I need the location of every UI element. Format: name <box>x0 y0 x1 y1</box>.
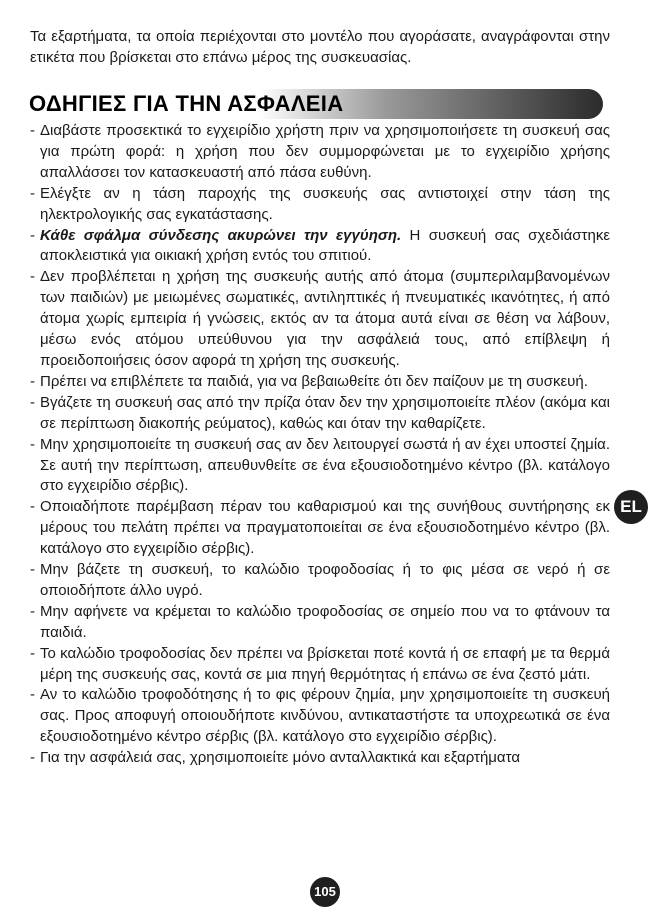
dash: - <box>30 561 35 579</box>
dash: - <box>30 644 35 662</box>
dash: - <box>30 122 35 139</box>
list-item <box>30 497 610 560</box>
list-item <box>30 372 610 393</box>
dash: - <box>30 686 35 704</box>
dash: - <box>30 226 35 244</box>
section-title: ΟΔΗΓΙΕΣ ΓΙΑ ΤΗΝ ΑΣΦΑΛΕΙΑ <box>29 91 344 116</box>
list-item <box>30 226 610 268</box>
item-text: Διαβάστε προσεκτικά το εγχειρίδιο χρήστη πριν να χρησιμοποιήσετε τη συσκευή σας για πρώτη φορά: η χρήση που δεν συμμορφώνεται με το εγχειρίδιο χρήσης απαλλάσσει τον κατασκευαστή από πάσα ευθύνη. <box>40 122 610 181</box>
item-text: Οποιαδήποτε παρέμβαση πέραν του καθαρισμού και της συνήθους συντήρησης εκ μέρους του πελάτη πρέπει να πραγματοποιείται σε ένα εξουσιοδοτημένο κέντρο (βλ. κατάλογο στο εγχειρίδιο σέρβις). <box>40 498 610 558</box>
dash: - <box>30 393 35 411</box>
item-text: Η συσκευή σας σχεδιάστηκε αποκλειστικά για οικιακή χρήση εντός του σπιτιού. <box>40 226 611 265</box>
item-text: Μην χρησιμοποιείτε τη συσκευή σας αν δεν λειτουργεί σωστά ή αν έχει υποστεί ζημία. Σε αυτή την περίπτωση, απευθυνθείτε σε ένα εξουσιοδοτημένο κέντρο (βλ. κατάλογο στο εγχειρίδιο σέρβις). <box>40 435 610 495</box>
item-text: Δεν προβλέπεται η χρήση της συσκευής αυτής από άτομα (συμπεριλαμβανομένων των παιδιών) με μειωμένες σωματικές, αντιληπτικές ή πνευματικές ικανότητες, ή από άτομα χωρίς εμπειρία ή γνώσεις, εκτός αν τα άτομα αυτά είναι σε θέση να λάβουν, μέσω ενός ατόμου υπεύθυνου για την ασφάλειά τους, από επίβλεψη ή προειδοποιήσεις όσον αφορά τη χρήση της συσκευής. <box>40 268 610 369</box>
dash: - <box>30 749 35 767</box>
item-text: Βγάζετε τη συσκευή σας από την πρίζα όταν δεν την χρησιμοποιείτε πλέον (ακόμα και σε περίπτωση διακοπής ρεύματος), καθώς και όταν την καθαρίζετε. <box>40 393 610 432</box>
warranty-warning: Κάθε σφάλμα σύνδεσης ακυρώνει την εγγύηση. <box>40 226 402 244</box>
dash: - <box>30 602 35 620</box>
list-item <box>30 748 610 769</box>
item-text: Μην βάζετε τη συσκευή, το καλώδιο τροφοδοσίας ή το φις μέσα σε νερό ή σε οποιοδήποτε άλλο υγρό. <box>40 561 610 599</box>
item-text: Μην αφήνετε να κρέμεται το καλώδιο τροφοδοσίας σε σημείο που να το φτάνουν τα παιδιά. <box>40 602 610 641</box>
dash: - <box>30 498 35 516</box>
list-item <box>30 121 610 184</box>
language-badge: EL <box>614 490 648 524</box>
intro-paragraph: Τα εξαρτήματα, τα οποία περιέχονται στο μοντέλο που αγοράσατε, αναγράφονται στην ετικέτα που βρίσκεται στο επάνω μέρος της συσκευασίας. <box>30 28 610 66</box>
list-item <box>30 267 610 372</box>
item-text: Για την ασφάλειά σας, χρησιμοποιείτε μόνο ανταλλακτικά και εξαρτήματα <box>40 749 520 767</box>
section-header-bar <box>29 89 603 119</box>
page-number: 105 <box>310 877 340 907</box>
list-item <box>30 560 610 602</box>
list-item <box>30 184 610 226</box>
dash: - <box>30 372 35 390</box>
dash: - <box>30 268 35 286</box>
item-text: Το καλώδιο τροφοδοσίας δεν πρέπει να βρίσκεται ποτέ κοντά ή σε επαφή με τα θερμά μέρη της συσκευής σας, κοντά σε μια πηγή θερμότητας ή επάνω σε ένα ζεστό μάτι. <box>40 644 610 683</box>
list-item <box>30 685 610 748</box>
item-text: Αν το καλώδιο τροφοδότησης ή το φις φέρουν ζημία, μην χρησιμοποιείτε τη συσκευή σας. Προς αποφυγή οποιουδήποτε κινδύνου, αντικαταστήστε τα υποχρεωτικά σε ένα εξουσιοδοτημένο κέντρο σέρβις (βλ. κατάλογο στο εγχειρίδιο σέρβις). <box>40 686 610 746</box>
list-item <box>30 393 610 435</box>
dash: - <box>30 184 35 202</box>
dash: - <box>30 435 35 453</box>
list-item <box>30 602 610 644</box>
item-text: Πρέπει να επιβλέπετε τα παιδιά, για να βεβαιωθείτε ότι δεν παίζουν με τη συσκευή. <box>40 372 588 390</box>
safety-list <box>30 121 610 769</box>
list-item <box>30 644 610 686</box>
list-item <box>30 435 610 498</box>
item-text: Ελέγξτε αν η τάση παροχής της συσκευής σας αντιστοιχεί στην τάση της ηλεκτρολογικής σας εγκατάστασης. <box>40 184 610 223</box>
